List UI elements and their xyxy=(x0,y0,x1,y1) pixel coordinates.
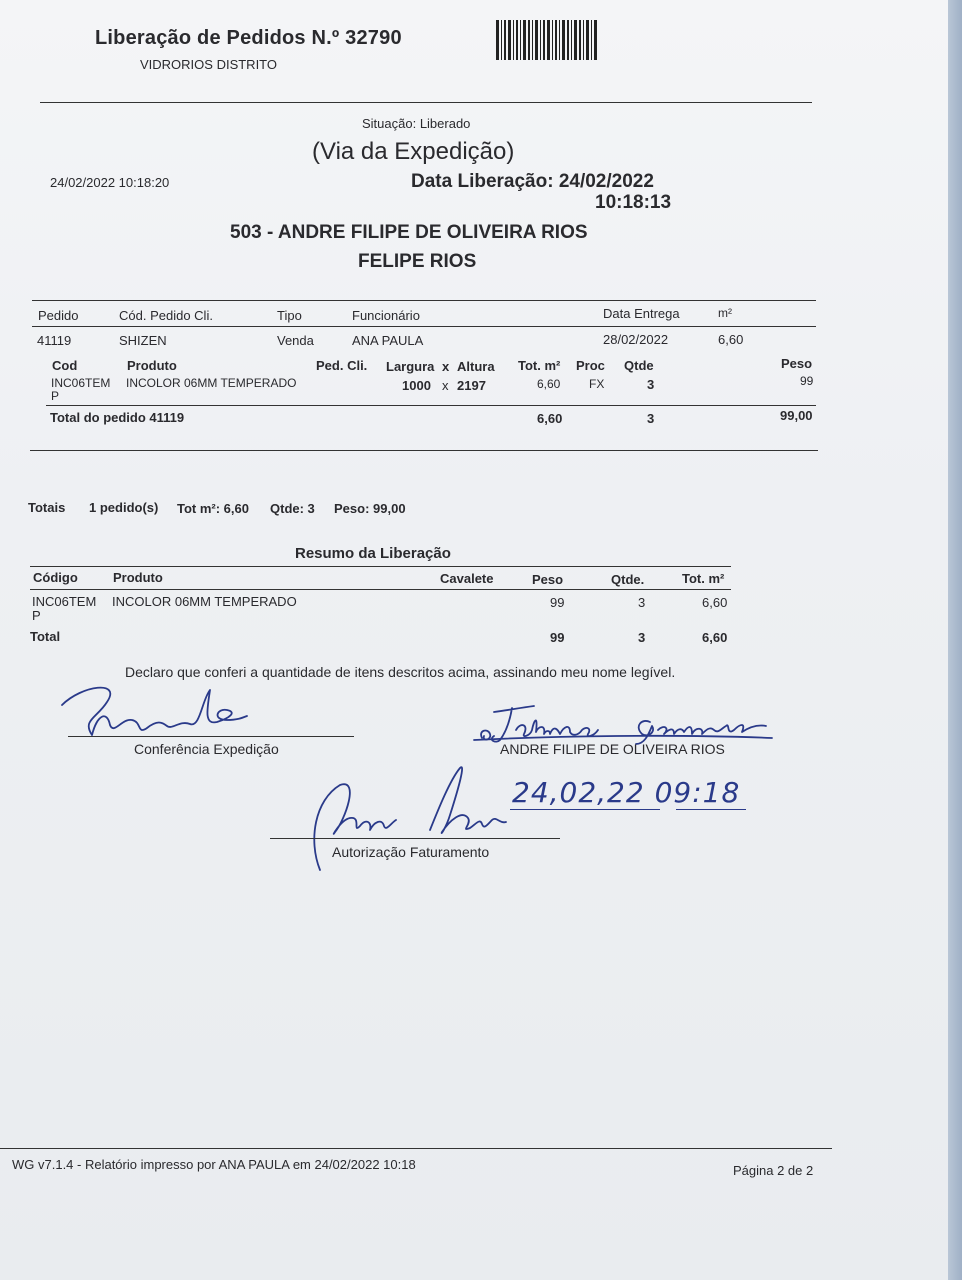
summary-col-cavalete: Cavalete xyxy=(440,571,494,586)
col-funcionario: Funcionário xyxy=(352,308,420,323)
summary-codigo-line1: INC06TEM xyxy=(32,594,97,609)
item-col-ped-cli: Ped. Cli. xyxy=(316,358,368,373)
summary-peso: 99 xyxy=(550,595,565,610)
via-label: (Via da Expedição) xyxy=(312,138,515,165)
totals-pedidos: 1 pedido(s) xyxy=(89,500,159,515)
footer-rule xyxy=(0,1148,832,1149)
item-col-x: x xyxy=(442,359,450,374)
summary-col-peso: Peso xyxy=(532,572,564,587)
order-pedido: 41119 xyxy=(37,333,72,348)
order-total-qtde: 3 xyxy=(647,411,655,426)
faturamento-label: Autorização Faturamento xyxy=(332,844,490,860)
totals-m2: Tot m²: 6,60 xyxy=(177,501,249,516)
header-divider xyxy=(40,102,812,103)
item-peso: 99 xyxy=(800,374,814,388)
declaration-text: Declaro que conferi a quantidade de itens descritos acima, assinando meu nome legível. xyxy=(125,664,676,680)
order-table-top-rule xyxy=(32,300,816,301)
footer-page-number: Página 2 de 2 xyxy=(733,1163,814,1178)
situation: Situação: Liberado xyxy=(362,116,471,131)
order-data-entrega: 28/02/2022 xyxy=(603,332,669,347)
client-signature-label: ANDRE FILIPE DE OLIVEIRA RIOS xyxy=(500,741,725,757)
order-total-peso: 99,00 xyxy=(780,408,813,423)
totals-peso: Peso: 99,00 xyxy=(334,501,406,516)
summary-produto: INCOLOR 06MM TEMPERADO xyxy=(112,594,297,609)
release-date: Data Liberação: 24/02/2022 xyxy=(411,171,654,192)
item-proc: FX xyxy=(589,377,605,391)
print-datetime: 24/02/2022 10:18:20 xyxy=(50,175,170,190)
totals-qtde: Qtde: 3 xyxy=(270,501,315,516)
release-time: 10:18:13 xyxy=(595,192,672,213)
order-funcionario: ANA PAULA xyxy=(352,333,424,348)
item-col-peso: Peso xyxy=(781,356,813,371)
handwritten-date-underline xyxy=(510,809,660,810)
conferencia-signature-line xyxy=(68,736,354,737)
item-col-largura: Largura xyxy=(386,359,435,374)
order-header-rule xyxy=(32,326,816,327)
summary-total-qtde: 3 xyxy=(638,630,646,645)
summary-tot-m2: 6,60 xyxy=(702,595,728,610)
summary-col-tot-m2: Tot. m² xyxy=(682,571,725,586)
client-nickname: FELIPE RIOS xyxy=(358,251,477,272)
col-cod-cli: Cód. Pedido Cli. xyxy=(119,308,213,323)
item-tot-m2: 6,60 xyxy=(537,377,561,391)
summary-header-rule xyxy=(30,589,731,590)
summary-total-peso: 99 xyxy=(550,630,565,645)
col-tipo: Tipo xyxy=(277,308,302,323)
client-name: 503 - ANDRE FILIPE DE OLIVEIRA RIOS xyxy=(230,222,588,243)
col-pedido: Pedido xyxy=(38,308,79,323)
summary-qtde: 3 xyxy=(638,595,646,610)
col-m2: m² xyxy=(718,306,732,320)
company-name: VIDRORIOS DISTRITO xyxy=(140,57,277,72)
conferencia-label: Conferência Expedição xyxy=(134,741,279,757)
item-cod-line1: INC06TEM xyxy=(51,376,111,390)
document-title: Liberação de Pedidos N.º 32790 xyxy=(95,27,402,49)
summary-title: Resumo da Liberação xyxy=(295,545,451,562)
item-col-altura: Altura xyxy=(457,359,495,374)
barcode xyxy=(496,20,632,60)
footer-report-info: WG v7.1.4 - Relatório impresso por ANA PAULA em 24/02/2022 10:18 xyxy=(12,1157,416,1172)
item-col-produto: Produto xyxy=(127,358,177,373)
order-total-rule xyxy=(46,405,816,406)
summary-col-produto: Produto xyxy=(113,570,163,585)
signature-conferencia xyxy=(52,680,252,750)
item-col-cod: Cod xyxy=(52,358,78,373)
order-table-bottom-rule xyxy=(30,450,818,451)
item-x: x xyxy=(442,378,449,393)
item-qtde: 3 xyxy=(647,377,655,392)
col-data-entrega: Data Entrega xyxy=(603,306,680,321)
background-edge xyxy=(948,0,962,1280)
order-m2: 6,60 xyxy=(718,332,744,347)
signature-client xyxy=(474,700,774,745)
summary-top-rule xyxy=(30,566,731,567)
order-cod-cli: SHIZEN xyxy=(119,333,167,348)
item-col-tot-m2: Tot. m² xyxy=(518,358,561,373)
order-total-m2: 6,60 xyxy=(537,411,563,426)
summary-col-qtde: Qtde. xyxy=(611,572,645,587)
item-altura: 2197 xyxy=(457,378,486,393)
totals-label: Totais xyxy=(28,500,66,515)
summary-col-codigo: Código xyxy=(33,570,78,585)
item-produto: INCOLOR 06MM TEMPERADO xyxy=(126,376,297,390)
summary-total-label: Total xyxy=(30,629,61,644)
signature-faturamento xyxy=(300,760,510,885)
item-col-proc: Proc xyxy=(576,358,605,373)
summary-total-tot-m2: 6,60 xyxy=(702,630,728,645)
handwritten-date: 24,02,22 09:18 xyxy=(512,776,741,809)
item-cod-line2: P xyxy=(51,389,60,403)
faturamento-signature-line xyxy=(270,838,560,839)
handwritten-time-underline xyxy=(676,809,746,810)
order-tipo: Venda xyxy=(277,333,314,348)
summary-codigo-line2: P xyxy=(32,608,41,623)
item-col-qtde: Qtde xyxy=(624,358,654,373)
item-largura: 1000 xyxy=(402,378,431,393)
order-total-label: Total do pedido 41119 xyxy=(50,410,185,425)
